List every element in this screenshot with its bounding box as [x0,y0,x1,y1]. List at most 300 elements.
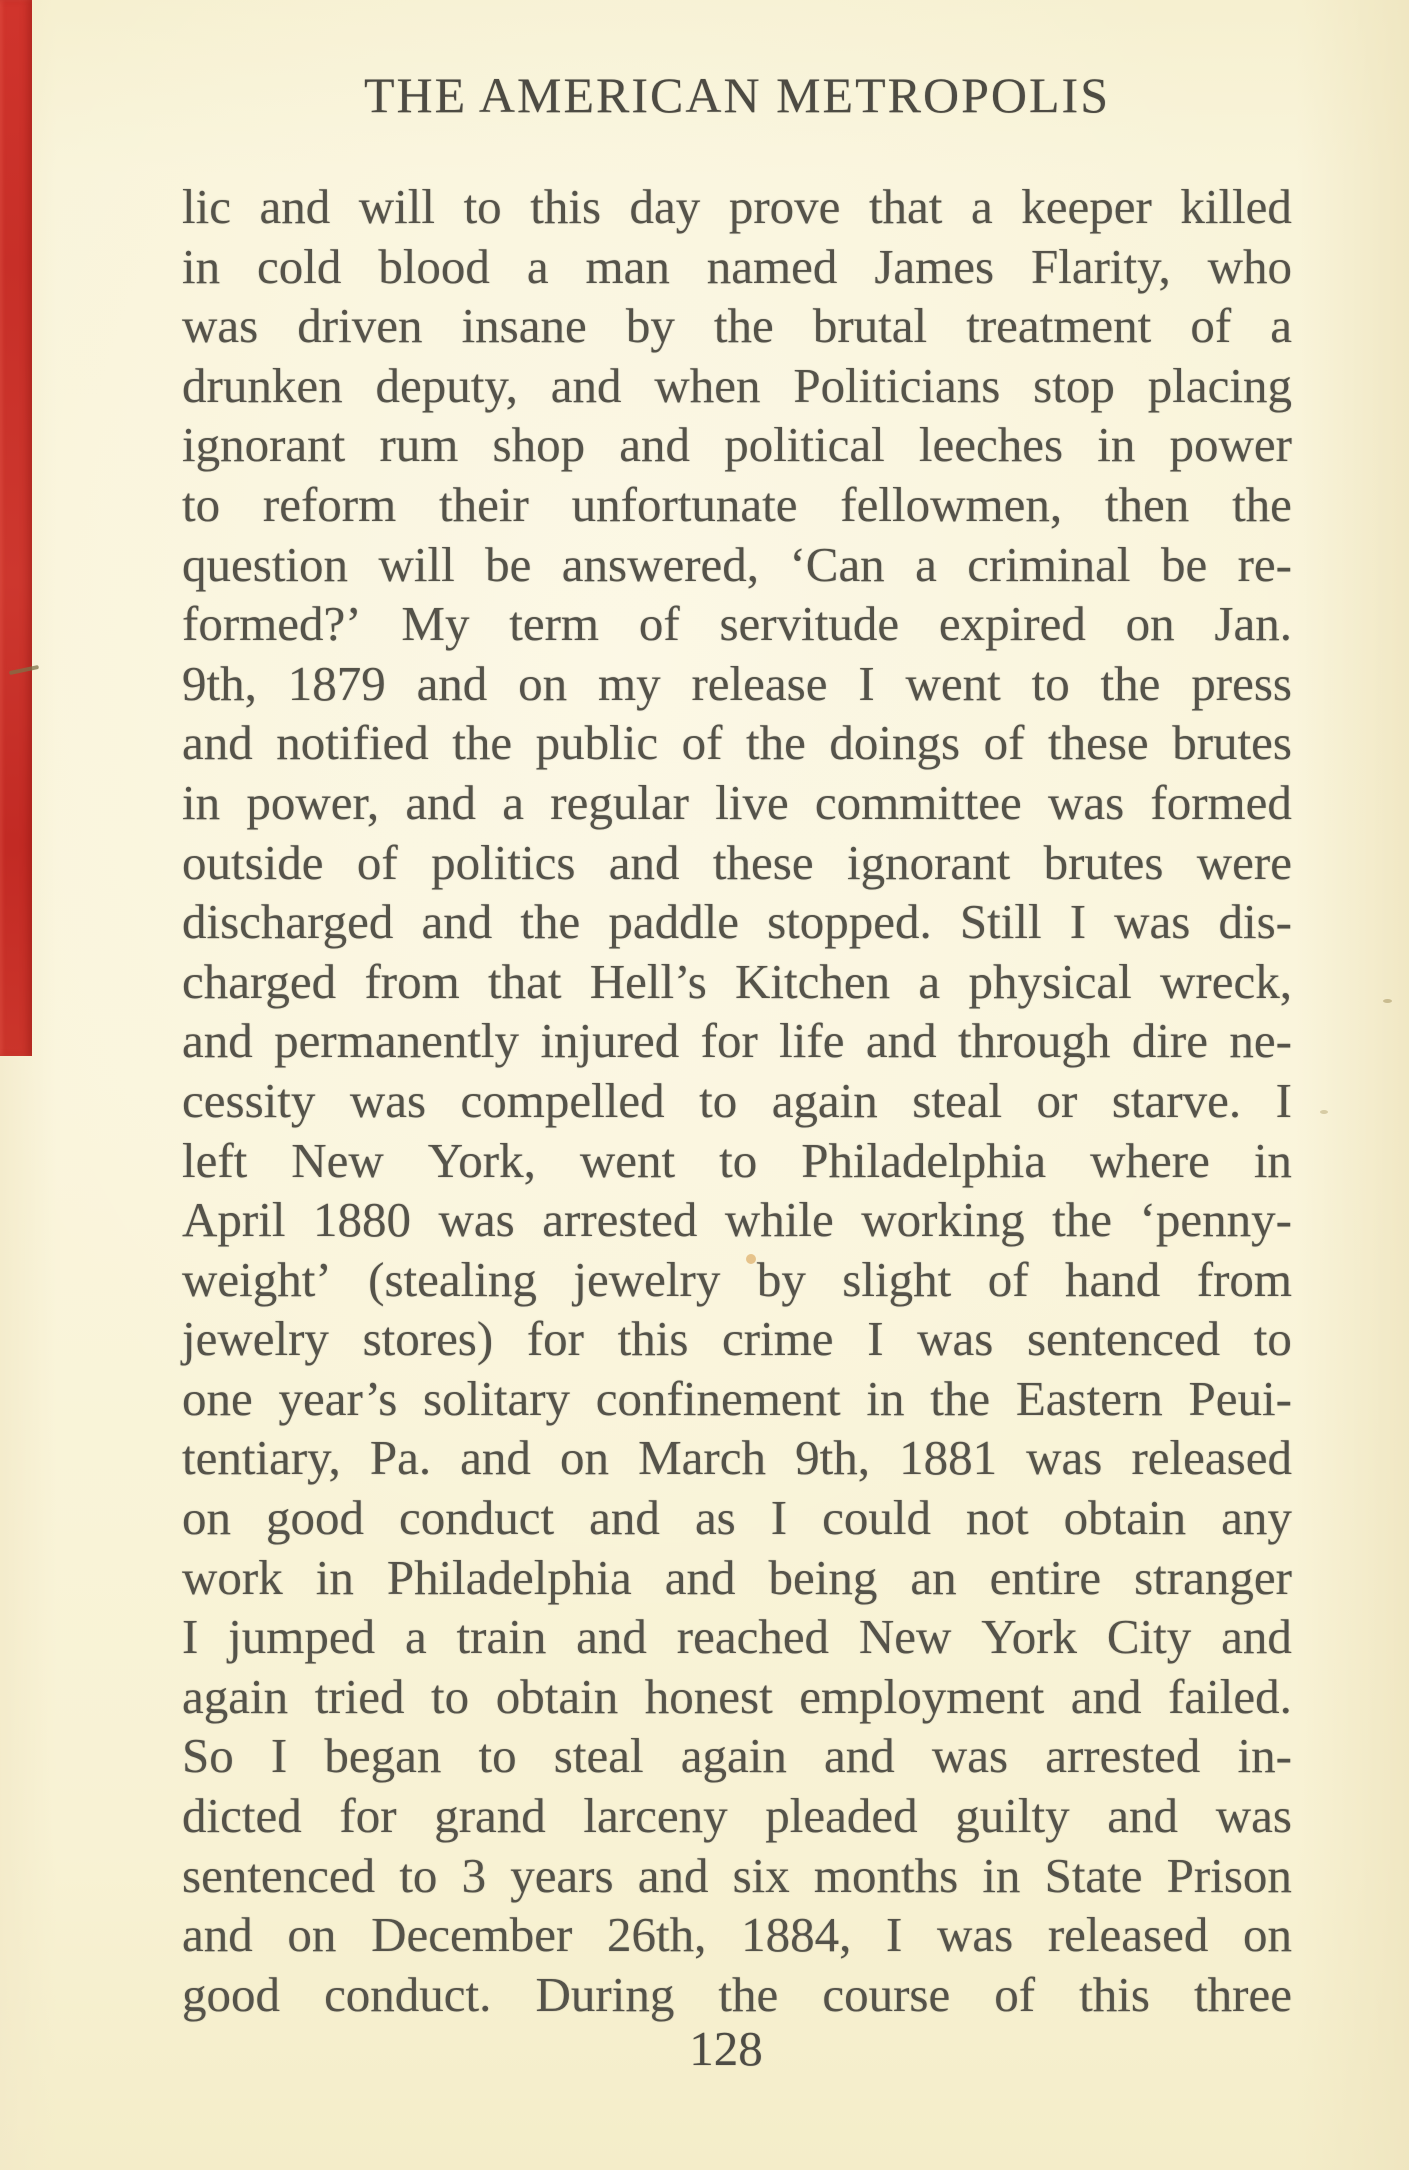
word: being [768,1549,878,1605]
word: and [823,1728,895,1784]
word: and [1070,1668,1142,1724]
word: Kitchen [735,953,891,1009]
word: to [399,1847,438,1903]
word: cold [257,238,342,294]
word: as [694,1490,736,1546]
text-line [182,296,1292,356]
text-line [182,1190,1292,1250]
word: power, [246,774,380,830]
word: conduct [399,1490,555,1546]
text-line [182,833,1292,893]
word: the [930,1370,991,1426]
word: and [1107,1788,1179,1844]
word: to [431,1668,470,1724]
text-line [182,594,1292,654]
word: the [1232,476,1292,532]
word: driven [297,298,423,354]
word: my [598,655,661,711]
word: one [182,1370,253,1426]
word: jumped [228,1609,376,1665]
word: by [625,298,675,354]
paper-speck [1383,999,1392,1003]
word: when [654,357,761,413]
word: larceny [583,1788,728,1844]
word: killed [1180,179,1292,234]
word: and [259,179,331,234]
text-line [182,1965,1292,2025]
text-line [182,1011,1292,1071]
word: this [1079,1966,1150,2022]
word: honest [644,1668,773,1724]
word: course [822,1966,951,2022]
word: politics [431,834,576,890]
word: these [712,834,814,890]
word: was [917,1311,994,1367]
text-line [182,1488,1292,1548]
word: was [1026,1430,1103,1486]
word: a [915,536,937,592]
word: be [1160,536,1208,592]
word: be [485,536,532,592]
text-line [182,1250,1292,1310]
word: servitude [719,596,900,652]
word: tried [314,1668,405,1724]
word: released [1047,1907,1209,1963]
word: brutes [1172,715,1292,771]
word: Still [959,894,1042,950]
word: ‘Can [789,536,885,592]
word: Philadelphia [386,1549,632,1605]
word: a [1270,298,1292,354]
word: to [699,1072,738,1128]
word: ‘penny- [1139,1192,1292,1248]
text-line [182,1846,1292,1906]
word: and [576,1609,647,1665]
word: good [266,1490,365,1546]
word: 1881 [899,1430,998,1486]
word: and [608,834,680,890]
word: arrested [1045,1728,1201,1784]
word: hand [1065,1251,1161,1307]
word: were [1196,834,1292,890]
word: to [1031,655,1070,711]
word: New [291,1132,384,1188]
word: grand [434,1788,546,1844]
word: tentiary, [182,1430,341,1486]
text-line [182,1786,1292,1846]
text-line [182,952,1292,1012]
word: the [746,715,806,771]
text-line [182,1905,1292,1965]
word: again [680,1728,787,1784]
word: reached [676,1609,830,1665]
word: six [732,1847,790,1903]
word: Prison [1166,1847,1292,1903]
word: began [324,1728,442,1784]
word: day [629,179,701,234]
word: the [452,715,513,771]
word: life [779,1013,845,1069]
word: stores) [362,1311,494,1367]
word: So [182,1728,234,1784]
word: reform [262,476,397,532]
word: went [579,1132,676,1188]
word: a [502,774,525,830]
word: was [349,1072,427,1128]
word: working [861,1192,1025,1248]
word: the [520,894,581,950]
word: left [182,1132,248,1188]
word: that [487,953,562,1009]
word: on [1125,596,1175,652]
word: 3 [461,1847,487,1903]
word: ignorant [846,834,1011,890]
text-line [182,654,1292,714]
word: Philadelphia [801,1132,1047,1188]
word: physical [968,953,1132,1009]
word: shop [492,417,586,473]
word: arrested [542,1192,698,1248]
word: notified [276,715,429,771]
word: was [438,1192,515,1248]
word: wreck, [1160,953,1292,1009]
text-line [182,1309,1292,1369]
word: from [1196,1251,1292,1307]
word: a [918,953,941,1009]
word: starve. [1111,1072,1242,1128]
word: in [182,774,221,830]
word: of [1190,298,1232,354]
word: York, [427,1132,536,1188]
word: power [1169,417,1292,473]
word: was [1114,894,1191,950]
word: in [982,1847,1021,1903]
word: 9th, [182,655,257,711]
word: Peui- [1188,1370,1292,1426]
word: York [981,1609,1078,1665]
word: to [719,1132,758,1188]
word: treatment [966,298,1152,354]
word: again [771,1072,878,1128]
word: for [339,1788,397,1844]
word: train [456,1609,547,1665]
word: for [700,1013,758,1069]
word: by [756,1251,806,1307]
word: steal [553,1728,644,1784]
word: and [637,1847,709,1903]
text-line [182,535,1292,595]
word: work [182,1549,283,1605]
word: of [983,715,1025,771]
word: was [936,1907,1014,1963]
word: I [270,1728,288,1784]
word: in [866,1370,905,1426]
word: brutal [812,298,928,354]
word: Jan. [1214,596,1292,652]
text-line [182,1428,1292,1488]
word: on [182,1490,231,1546]
text-line [182,1726,1292,1786]
word: Eastern [1015,1370,1163,1426]
word: named [706,238,838,294]
word: 9th, [795,1430,870,1486]
word: question [182,536,349,592]
word: James [874,238,995,294]
text-line [182,415,1292,475]
word: on [287,1907,337,1963]
word: expired [938,596,1086,652]
word: Pa. [369,1430,432,1486]
word: and [421,894,493,950]
word: Flarity, [1030,238,1171,294]
word: employment [799,1668,1045,1724]
word: confinement [595,1370,841,1426]
word: December [371,1907,573,1963]
word: obtain [495,1668,619,1724]
word: failed. [1168,1668,1292,1724]
word: leeches [918,417,1064,473]
word: a [970,179,993,234]
word: live [715,774,789,830]
word: was [1047,774,1125,830]
word: an [910,1549,957,1605]
word: dire [1131,1013,1208,1069]
text-line [182,713,1292,773]
word: March [638,1430,766,1486]
word: and [550,357,622,413]
word: and [405,774,477,830]
word: 1884, [741,1907,852,1963]
page-edge-red-strip [0,0,32,1056]
word: fellowmen, [840,476,1063,532]
text-line [182,892,1292,952]
word: not [966,1490,1029,1546]
word: that [868,179,943,234]
word: of [987,1251,1029,1307]
word: and [619,417,691,473]
word: Politicians [793,357,1001,413]
word: formed [1150,774,1292,830]
word: from [364,953,460,1009]
word: in [1097,417,1136,473]
word: or [1036,1072,1078,1128]
word: keeper [1021,179,1152,234]
word: was [931,1728,1009,1784]
word: permanently [274,1013,520,1069]
word: unfortunate [571,476,798,532]
word: to [478,1728,517,1784]
word: placing [1147,357,1292,413]
text-line [182,1369,1292,1429]
word: ignorant [182,417,346,473]
word: lic [182,179,231,234]
text-line [182,356,1292,416]
word: year’s [278,1370,398,1426]
word: to [1253,1311,1292,1367]
word: Hell’s [589,953,707,1009]
word: of [638,596,680,652]
word: who [1207,238,1292,294]
word: this [530,179,602,234]
word: and [1221,1609,1292,1665]
word: dicted [182,1788,302,1844]
word: committee [814,774,1022,830]
word: and [460,1430,531,1486]
word: man [585,238,670,294]
word: in [315,1549,354,1605]
word: solitary [423,1370,571,1426]
word: compelled [460,1072,665,1128]
page-number: 128 [689,2021,763,2076]
word: paddle [608,894,739,950]
word: a [404,1609,427,1665]
word: through [957,1013,1111,1069]
word: jewelry [573,1251,721,1307]
word: was [1215,1788,1292,1844]
word: formed?’ [182,596,362,652]
word: insane [461,298,587,354]
word: I [1275,1072,1292,1128]
word: New [858,1609,952,1665]
word: while [724,1192,834,1248]
text-line [182,177,1292,237]
word: doings [829,715,961,771]
word: conduct. [324,1966,492,2022]
word: drunken [182,357,343,413]
word: entire [989,1549,1102,1605]
word: the [1100,655,1161,711]
text-line [182,1071,1292,1131]
word: release [691,655,828,711]
word: for [526,1311,584,1367]
word: slight [842,1251,952,1307]
word: went [905,655,1001,711]
word: sentenced [1026,1311,1221,1367]
word: charged [182,953,337,1009]
word: rum [379,417,459,473]
word: will [358,179,436,234]
paper-speck [1320,1110,1328,1114]
word: in [1253,1132,1292,1188]
text-line [182,1131,1292,1191]
word: ne- [1229,1013,1292,1069]
text-line [182,237,1292,297]
word: 1879 [287,655,386,711]
word: again [182,1668,289,1724]
word: deputy, [375,357,518,413]
text-line [182,1667,1292,1727]
word: I [885,1907,903,1963]
word: pleaded [765,1788,918,1844]
word: political [724,417,885,473]
word: blood [378,238,490,294]
word: the [1052,1192,1112,1248]
text-line [182,475,1292,535]
word: on [518,655,568,711]
word: I [858,655,875,711]
word: the [718,1966,779,2022]
word: to [463,179,502,234]
word: to [182,476,221,532]
word: and [416,655,488,711]
word: I [1069,894,1087,950]
word: a [526,238,549,294]
word: City [1106,1609,1192,1665]
word: and [865,1013,937,1069]
word: outside [182,834,324,890]
word: months [813,1847,959,1903]
word: stop [1033,357,1115,413]
word: these [1048,715,1149,771]
word: I [770,1490,788,1546]
word: I [867,1311,884,1367]
word: jewelry [182,1311,329,1367]
word: then [1104,476,1190,532]
word: discharged [182,894,394,950]
word: on [1242,1907,1292,1963]
text-line [182,1607,1292,1667]
word: 26th, [607,1907,707,1963]
word: their [439,476,529,532]
word: crime [722,1311,834,1367]
word: and [182,1013,253,1069]
word: April [182,1192,286,1248]
word: and [182,715,253,771]
word: weight’ [182,1251,332,1307]
word: injured [540,1013,680,1069]
text-line [182,1548,1292,1608]
word: and [664,1549,736,1605]
word: could [822,1490,931,1546]
word: and [182,1907,253,1963]
word: steal [912,1072,1003,1128]
word: regular [550,774,689,830]
word: stopped. [767,894,932,950]
word: (stealing [368,1251,537,1307]
word: guilty [955,1788,1070,1844]
word: released [1131,1430,1292,1486]
word: My [401,596,470,652]
word: any [1221,1490,1292,1546]
word: re- [1237,536,1292,592]
word: obtain [1063,1490,1187,1546]
word: of [994,1966,1036,2022]
word: cessity [182,1072,316,1128]
text-line [182,773,1292,833]
word: criminal [967,536,1131,592]
word: and [589,1490,660,1546]
page-header-title: THE AMERICAN METROPOLIS [363,67,1111,123]
word: years [510,1847,614,1903]
word: During [535,1966,675,2022]
word: I [182,1609,199,1665]
word: sentenced [182,1847,376,1903]
body-text-block [182,177,1292,2024]
word: on [560,1430,610,1486]
word: prove [728,179,841,234]
word: press [1191,655,1292,711]
word: three [1194,1966,1292,2022]
word: in- [1237,1728,1292,1784]
word: public [535,715,659,771]
word: term [509,596,600,652]
word: good [182,1966,280,2022]
word: the [713,298,774,354]
word: of [681,715,723,771]
word: brutes [1043,834,1164,890]
word: was [182,298,259,354]
word: answered, [561,536,760,592]
